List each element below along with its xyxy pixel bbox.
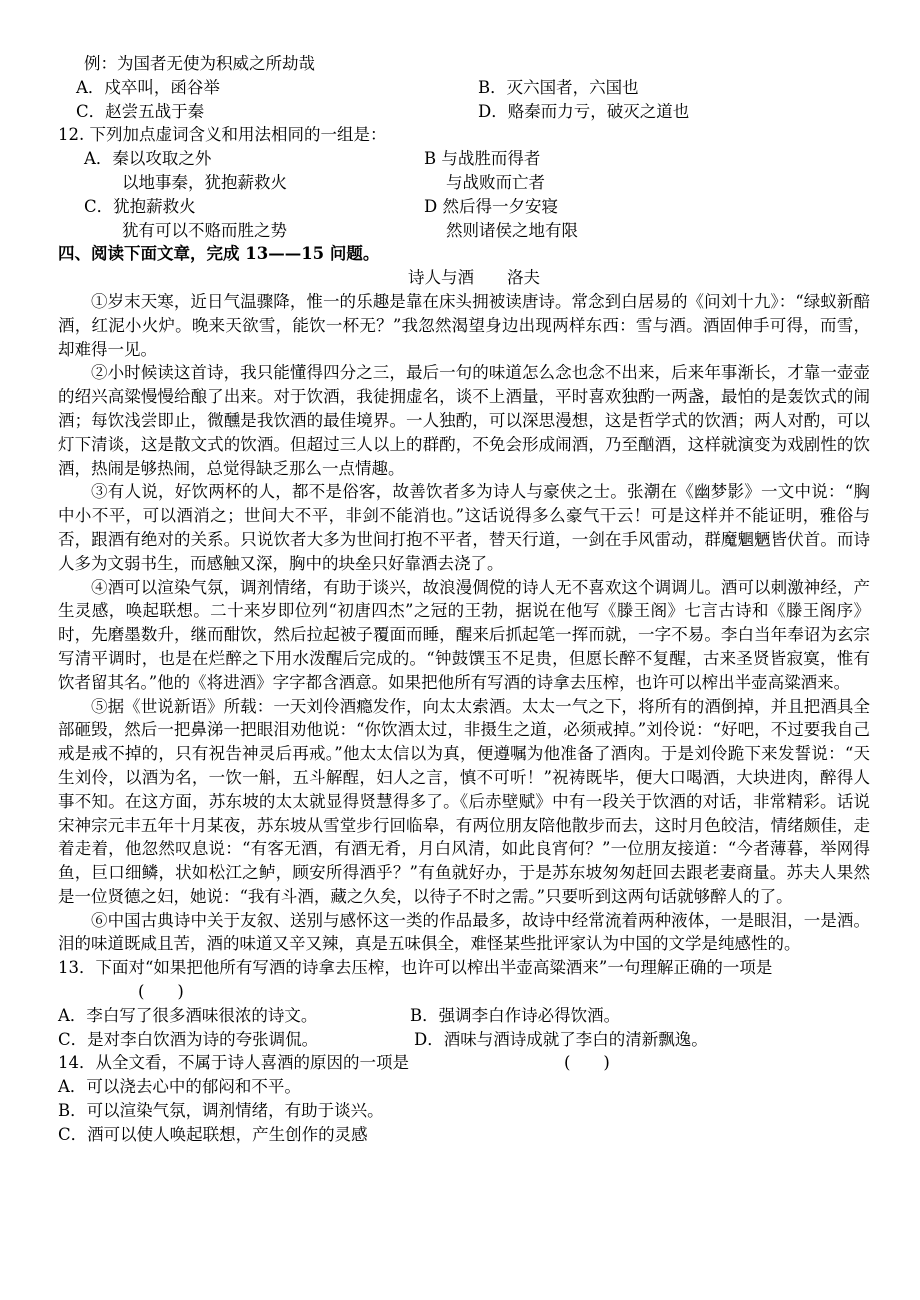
q14-option-c: C．酒可以使人唤起联想，产生创作的灵感 — [58, 1124, 368, 1144]
article-paragraph: ⑥中国古典诗中关于友叙、送别与感怀这一类的作品最多，故诗中经常流着两种液体，一是眼泪，一是酒。泪的味道既咸且苦，酒的味道又辛又辣，真是五味俱全，难怪某些批评家认为中国的文学是纯感性的。 — [58, 910, 870, 954]
exam-page — [58, 52, 870, 1147]
q13-option-d: D．酒味与酒诗成就了李白的清新飘逸。 — [414, 1029, 708, 1049]
q12-option-b: B 与战胜而得者 — [424, 149, 541, 169]
q13-stem: 13．下面对“如果把他所有写酒的诗拿去压榨，也许可以榨出半壶高粱酒来”一句理解正确的一项是 — [58, 958, 773, 978]
q13-options-row1 — [58, 1004, 870, 1028]
q13-options-row2 — [58, 1028, 870, 1052]
q12-options-row4 — [58, 219, 870, 243]
article-paragraph: ③有人说，好饮两杯的人，都不是俗客，故善饮者多为诗人与豪侠之士。张潮在《幽梦影》一文中说：“胸中小不平，可以酒消之；世间大不平，非剑不能消也。”这话说得多么豪气干云！可是这样并不能证明，雅俗与否，跟酒有绝对的关系。只说饮者大多为世间打抱不平者，替天行道，一剑在手风雷动，群魔魍魉皆伏首。而诗人多为文弱书生，而感触又深，胸中的块垒只好靠酒去浇了。 — [58, 482, 870, 573]
q11-example: 例：为国者无使为积威之所劫哉 — [84, 54, 315, 73]
q12-option-d: D 然后得一夕安寝 — [424, 196, 558, 216]
article-paragraph: ⑤据《世说新语》所载：一天刘伶酒瘾发作，向太太索酒。太太一气之下，将所有的酒倒掉，并且把酒具全部砸毁，然后一把鼻涕一把眼泪劝他说：“你饮酒太过，非摄生之道，必须戒掉。”刘伶说：“好吧，不过要我自己戒是戒不掉的，只有祝告神灵后再戒。”他太太信以为真，便遵嘱为他准备了酒肉。于是刘伶跪下来发誓说：“天生刘伶，以酒为名，一饮一斛，五斗解酲，妇人之言，慎不可听！”祝祷既毕，便大口喝酒，大块进肉，醉得人事不知。在这方面，苏东坡的太太就显得贤慧得多了。《后赤壁赋》中有一段关于饮酒的对话，非常精彩。话说宋神宗元丰五年十月某夜，苏东坡从雪堂步行回临皋，有两位朋友陪他散步而去，这时月色皎洁，情绪颇佳，走着走着，他忽然叹息说：“有客无酒，有酒无肴，月白风清，如此良宵何？”一位朋友接道：“今者薄暮，举网得鱼，巨口细鳞，状如松江之鲈，顾安所得酒乎？”有鱼就好办，于是苏东坡匆匆赶回去跟老妻商量。苏夫人果然是一位贤德之妇，她说：“我有斗酒，藏之久矣，以待子不时之需。”只要听到这两句话就够醉人的了。 — [58, 696, 870, 906]
q11-options-row1 — [58, 76, 870, 100]
q13-answer-blank: ( ) — [138, 982, 184, 1002]
article-paragraph: ①岁末天寒，近日气温骤降，惟一的乐趣是靠在床头拥被读唐诗。常念到白居易的《问刘十九》：“绿蚁新醅酒，红泥小火炉。晚来天欲雪，能饮一杯无？”我忽然渴望身边出现两样东西：雪与酒。酒固伸手可得，而雪，却难得一见。 — [58, 291, 870, 359]
q13-option-a: A．李白写了很多酒味很浓的诗文。 — [58, 1005, 318, 1025]
article-paragraph: ②小时候读这首诗，我只能懂得四分之三，最后一句的味道怎么念也念不出来，后来年事渐长，才靠一壶壶的绍兴高粱慢慢给酿了出来。对于饮酒，我徒拥虚名，谈不上酒量，平时喜欢独酌一两盏，最怕的是轰饮式的闹酒；每饮浅尝即止，微醺是我饮酒的最佳境界。一人独酌，可以深思漫想，这是哲学式的饮酒；两人对酌，可以灯下清谈，这是散文式的饮酒。但超过三人以上的群酌，不免会形成闹酒，乃至酗酒，这样就演变为戏剧性的饮酒，热闹是够热闹，总觉得缺乏那么一点情趣。 — [58, 363, 870, 478]
q12-option-a: A．秦以攻取之外 — [84, 149, 212, 169]
q11-option-b: B．灭六国者，六国也 — [478, 77, 639, 97]
q11-option-a: A．戍卒叫，函谷举 — [76, 77, 220, 97]
article-paragraph: ④酒可以渲染气氛，调剂情绪，有助于谈兴，故浪漫倜傥的诗人无不喜欢这个调调儿。酒可以刺激神经，产生灵感，唤起联想。二十来岁即位列“初唐四杰”之冠的王勃，据说在他写《滕王阁》七言古诗和《滕王阁序》时，先磨墨数升，继而酣饮，然后拉起被子覆面而睡，醒来后抓起笔一挥而就，一字不易。李白当年奉诏为玄宗写清平调时，也是在烂醉之下用水泼醒后完成的。“钟鼓馔玉不足贵，但愿长醉不复醒，古来圣贤皆寂寞，惟有饮者留其名。”他的《将进酒》字字都含酒意。如果把他所有写酒的诗拿去压榨，也许可以榨出半壶高粱酒来。 — [58, 577, 870, 692]
q11-option-c: C．赵尝五战于秦 — [76, 101, 205, 121]
q12-stem: 12. 下列加点虚词含义和用法相同的一组是： — [58, 125, 387, 145]
q12-option-c-line2: 犹有可以不赂而胜之势 — [122, 220, 287, 240]
q12-option-b-line2: 与战败而亡者 — [446, 172, 545, 192]
q14-option-a: A．可以浇去心中的郁闷和不平。 — [58, 1077, 301, 1097]
q12-options-row2 — [58, 171, 870, 195]
q13-option-c: C．是对李白饮酒为诗的夸张调侃。 — [58, 1029, 319, 1049]
q14-stem: 14．从全文看，不属于诗人喜酒的原因的一项是 — [58, 1053, 409, 1073]
q11-option-d: D．赂秦而力亏，破灭之道也 — [478, 101, 690, 121]
q12-option-d-line2: 然则诸侯之地有限 — [446, 220, 578, 240]
q11-options-row2 — [58, 100, 870, 124]
q14-answer-blank: ( ) — [564, 1053, 610, 1073]
q12-option-c: C．犹抱薪救火 — [84, 196, 196, 216]
q12-option-a-line2: 以地事秦，犹抱薪救火 — [122, 172, 287, 192]
q12-options-row3 — [58, 195, 870, 219]
q12-options-row1 — [58, 147, 870, 171]
q14-option-b: B．可以渲染气氛，调剂情绪，有助于谈兴。 — [58, 1101, 384, 1121]
q13-option-b: B．强调李白作诗必得饮酒。 — [410, 1005, 621, 1025]
article-title: 诗人与酒 洛夫 — [408, 268, 540, 288]
q14-stem-row — [58, 1051, 870, 1075]
section-heading: 四、阅读下面文章，完成 13——15 问题。 — [58, 244, 380, 264]
